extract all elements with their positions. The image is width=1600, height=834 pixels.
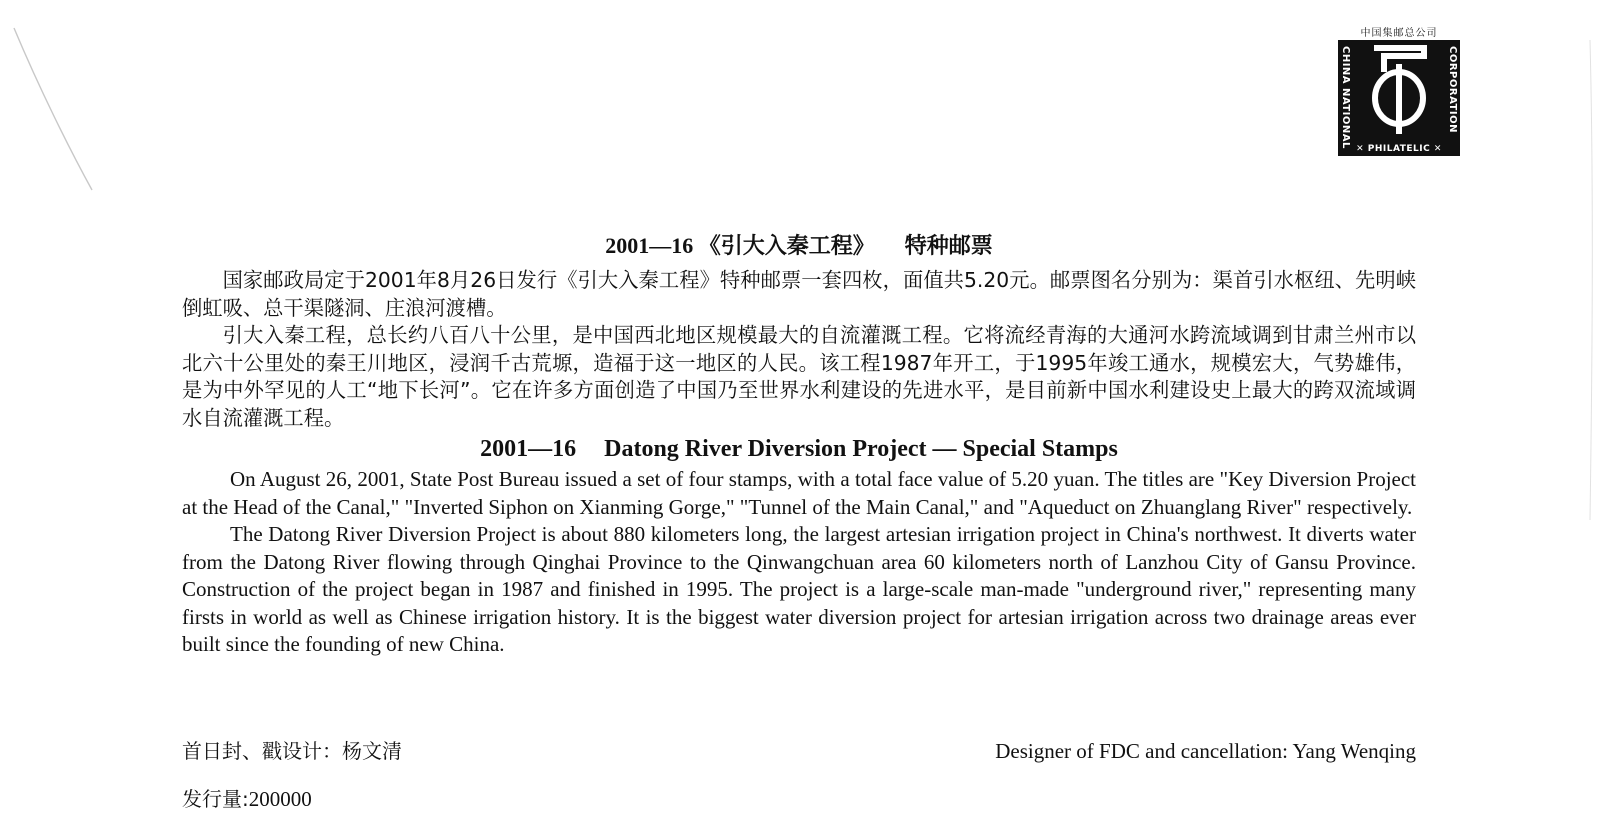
chinese-paragraph-issue: 国家邮政局定于2001年8月26日发行《引大入秦工程》特种邮票一套四枚，面值共5.20元。邮票图名分别为：渠首引水枢纽、先明峡倒虹吸、总干渠隧洞、庄浪河渡槽。 [182,268,1416,320]
designer-chinese: 首日封、戳设计：杨文清 [182,739,402,763]
designer-english: Designer of FDC and cancellation: Yang Wenqing [995,739,1416,763]
english-title [182,432,1416,466]
english-title-code: 2001—16 [480,436,577,462]
chinese-title-name: 《引大入秦工程》 [698,233,875,258]
chinese-paragraph-project: 引大入秦工程，总长约八百八十公里，是中国西北地区规模最大的自流灌溉工程。它将流经青海的大通河水跨流域调到甘肃兰州市以北六十公里处的秦王川地区，浸润千古荒塬，造福于这一地区的人民。该工程1987年开工，于1995年竣工通水，规模宏大，气势雄伟，是为中外罕见的人工“地下长河”。它在许多方面创造了中国乃至世界水利建设的先进水平，是目前新中国水利建设史上最大的跨双流域调水自流灌溉工程。 [182,323,1416,430]
philatelic-corporation-emblem-icon [1360,42,1438,138]
english-title-name: Datong River Diversion Project — Special Stamps [604,436,1118,462]
circulation [182,784,312,814]
logo-block [1338,40,1460,156]
logo-left-text: CHINA NATIONAL [1340,46,1351,149]
logo-philatelic-word: PHILATELIC [1367,144,1431,154]
chinese-title-type: 特种邮票 [904,233,993,258]
circulation-label: 发行量: [182,787,249,811]
credits-row [182,736,1416,776]
chinese-title-code: 2001—16 [605,233,694,258]
chinese-title [182,225,1416,267]
philatelic-corporation-logo [1338,24,1460,164]
english-paragraph-project: The Datong River Diversion Project is about 880 kilometers long, the largest artesian irrigation project in China's northwest. It diverts water from the Datong River flowing through Qinghai Province to the Qinwangchuan area 60 kilometers north of Lanzhou City of Gansu Province. Construction of the project began in 1987 and finished in 1995. The project is a large-scale man-made "underground river," representing many firsts in world as well as Chinese irrigation history. It is the biggest water diversion project for artesian irrigation across two drainage areas ever built since the founding of new China. [182,522,1416,656]
english-paragraph-issue: On August 26, 2001, State Post Bureau issued a set of four stamps, with a total face value of 5.20 yuan. The titles are "Key Diversion Project at the Head of the Canal," "Inverted Siphon on Xianming Gorge," "Tunnel of the Main Canal," and "Aqueduct on Zhuanglang River" respectively. [182,467,1416,519]
circulation-value: 200000 [248,787,312,811]
logo-right-text: CORPORATION [1447,46,1458,133]
logo-chinese-name: 中国集邮总公司 [1360,28,1438,39]
logo-bottom-text: ✕ PHILATELIC ✕ [1356,144,1442,154]
description-text-block [182,225,1416,659]
